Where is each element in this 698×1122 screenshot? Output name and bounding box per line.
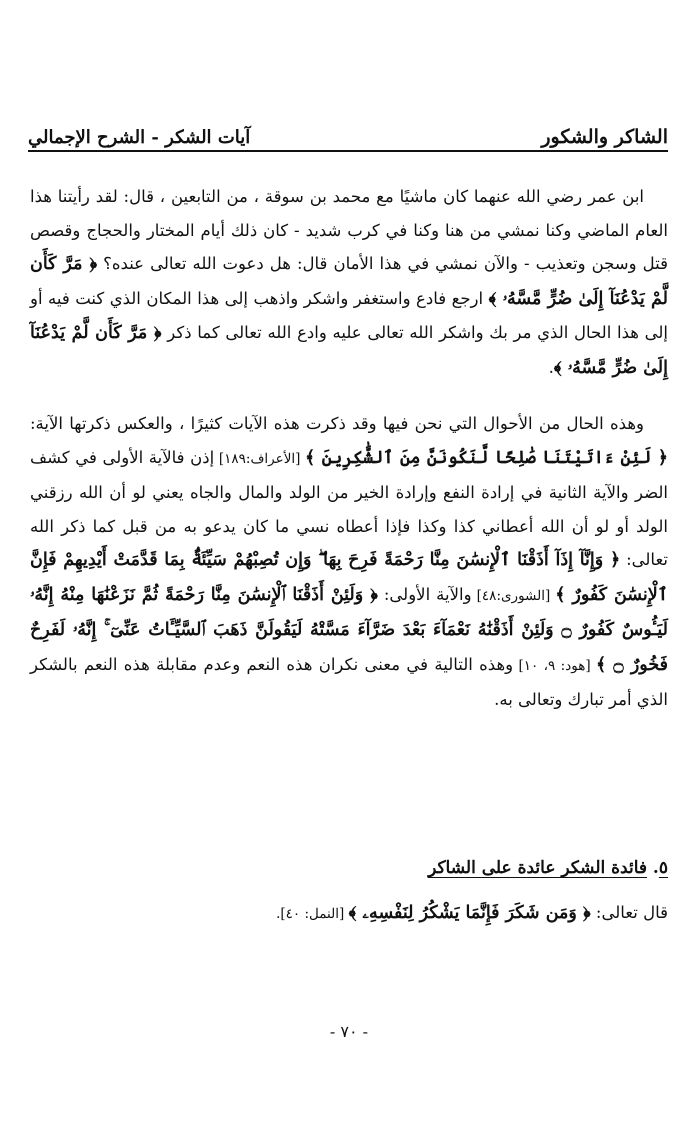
quran-verse: ﴿ وَلَئِنْ أَذَقْنَا ٱلْإِنسَٰنَ مِنَّا رَحْمَةً ثُمَّ نَزَعْنَٰهَا مِنْهُ إِنَّهُۥ لَيَـُٔوسٌ كَفُورٌ ۝ وَلَئِنْ أَذَقْنَٰهُ نَعْمَآءَ بَعْدَ ضَرَّآءَ مَسَّتْهُ لَيَقُولَنَّ ذَهَبَ ٱلسَّيِّـَٔاتُ عَنِّىٓ ۚ إِنَّهُۥ لَفَرِحٌ فَخُورٌ ۝ ﴾ xyxy=(30,584,668,675)
p2-middle: إذن فالآية الأولى في كشف الضر والآية الثانية في إرادة النفع وإرادة الخير من الولد والمال والجاه يعني لو أن الله رزقني الولد أو لو أن الله أعطاني كذا وكذا فإذا أعطاه نسي ما كان يدعو به من قبل كما ذكر الله تعالى: xyxy=(30,447,668,569)
p2-intro: وهذه الحال من الأحوال التي نحن فيها وقد ذكرت هذه الآيات كثيرًا ، والعكس ذكرتها الآية: xyxy=(30,414,644,433)
p1-end: . xyxy=(548,357,554,377)
header-book-title: الشاكر والشكور xyxy=(541,126,668,148)
p1-line-2: العام الماضي وكنا نمشي من هنا وكنا في كرب شديد - كان ذلك أيام المختار والحجاج xyxy=(86,220,668,240)
verse-reference: [النمل: ٤٠]. xyxy=(276,906,349,922)
paragraph-2 xyxy=(30,407,668,717)
p2-middle-2: والآية الأولى: xyxy=(377,584,472,604)
section-number: ٥ xyxy=(658,858,668,878)
section-heading: ٥. فائدة الشكر عائدة على الشاكر xyxy=(428,858,668,878)
section-title-text: فائدة الشكر عائدة على الشاكر xyxy=(428,858,648,878)
header-rule xyxy=(28,150,668,152)
running-header xyxy=(28,114,668,148)
section-lead: قال تعالى: xyxy=(590,903,668,922)
p1-line-1: ابن عمر رضي الله عنهما كان ماشيًا مع محمد بن سوقة ، من التابعين ، قال: لقد رأيتنا هذا xyxy=(30,187,644,206)
quran-verse: ﴿ وَإِنَّآ إِذَآ أَذَقْنَا ٱلْإِنسَٰنَ مِنَّا رَحْمَةً فَرِحَ بِهَا ۖ وَإِن تُصِبْهُمْ سَيِّئَةٌۢ بِمَا قَدَّمَتْ أَيْدِيهِمْ فَإِنَّ ٱلْإِنسَٰنَ كَفُورٌ ﴾ xyxy=(30,550,669,605)
quran-verse: ﴿ وَمَن شَكَرَ فَإِنَّمَا يَشْكُرُ لِنَفْسِهِۦ ﴾ xyxy=(348,903,591,923)
p1-tail: ارجع فادع واستغفر واشكر واذهب إلى هذا المكان الذي كنت فيه أو إلى هذا الحال الذي مر بك واشكر الله تعالى عليه وادع الله تعالى كما ذكر xyxy=(30,288,668,342)
page-number: - ٧٠ - xyxy=(329,1022,369,1041)
section-body xyxy=(30,896,668,931)
p2-end: وهذه التالية في معنى نكران هذه النعم وعدم مقابلة هذه النعم بالشكر الذي أمر تبارك وتعالى به. xyxy=(30,654,668,709)
header-chapter-title: آيات الشكر - الشرح الإجمالي xyxy=(28,127,251,148)
quran-verse: ﴿ مَرَّ كَأَن لَّمْ يَدْعُنَآ إِلَىٰ ضُرٍّ مَّسَّهُۥ ﴾ xyxy=(30,254,669,309)
quran-verse: ﴿ لَئِنْ ءَاتَيْتَنَا صَٰلِحًا لَّنَكُونَنَّ مِنَ ٱلشَّٰكِرِينَ ﴾ xyxy=(305,447,668,468)
verse-reference: [الشورى:٤٨] xyxy=(471,587,556,604)
quran-verse: ﴿ مَرَّ كَأَن لَّمْ يَدْعُنَآ إِلَىٰ ضُرٍّ مَّسَّهُۥ ﴾ xyxy=(30,323,668,378)
paragraph-1 xyxy=(30,180,668,385)
verse-reference: [الأعراف:١٨٩] xyxy=(214,450,306,467)
p1-line-3: وقصص قتل وسجن وتعذيب - والآن نمشي في هذا الأمان قال: هل دعوت الله تعالى عنده؟ xyxy=(30,220,669,273)
body-text xyxy=(30,180,668,717)
verse-reference: [هود: ٩، ١٠] xyxy=(513,657,596,674)
